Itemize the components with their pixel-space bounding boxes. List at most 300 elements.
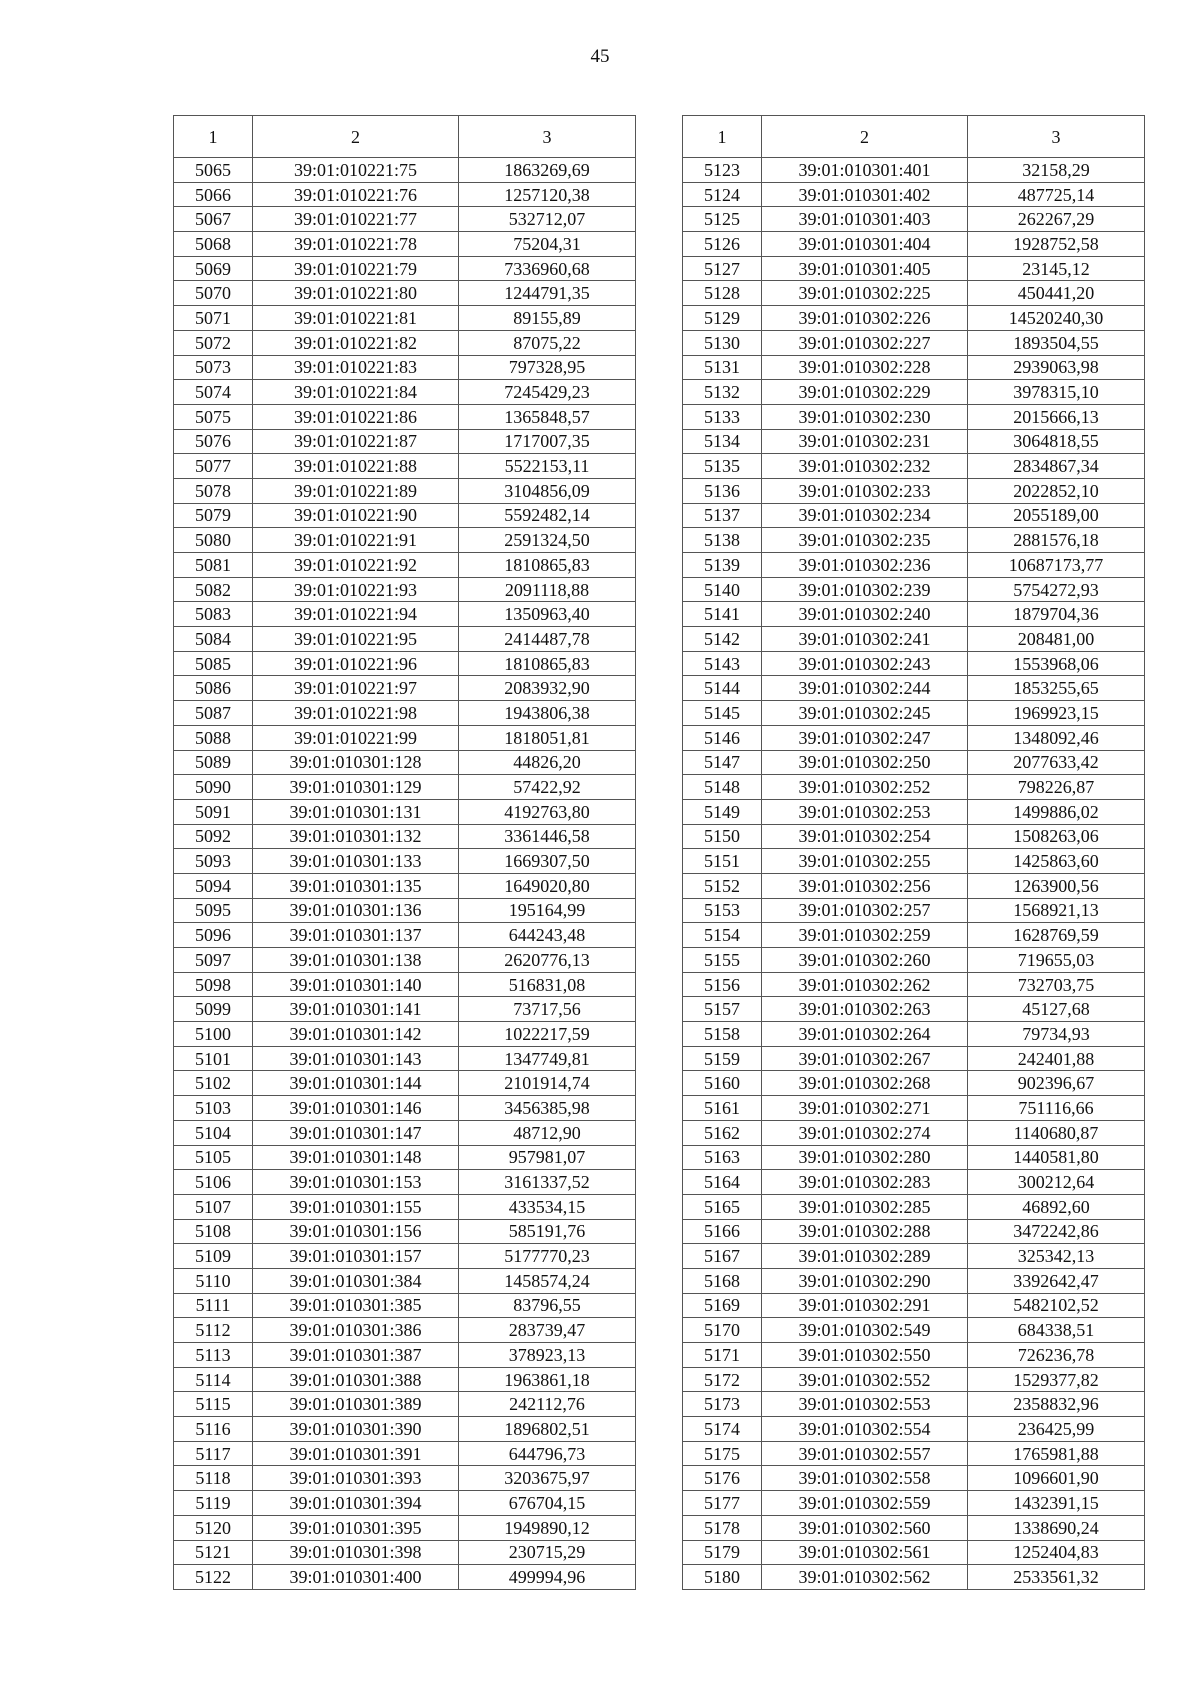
row-number-cell: 5161 — [683, 1096, 762, 1121]
table-row — [683, 355, 1145, 380]
row-number-cell: 5103 — [174, 1096, 253, 1121]
table-row — [683, 1071, 1145, 1096]
row-number-cell: 5122 — [174, 1565, 253, 1590]
row-number-cell: 5081 — [174, 553, 253, 578]
table-row — [683, 1540, 1145, 1565]
cadastral-number-cell: 39:01:010301:395 — [253, 1515, 459, 1540]
cadastral-number-cell: 39:01:010221:98 — [253, 701, 459, 726]
value-cell: 1928752,58 — [968, 232, 1145, 257]
table-row — [683, 701, 1145, 726]
cadastral-number-cell: 39:01:010302:234 — [762, 503, 968, 528]
table-row — [174, 1367, 636, 1392]
value-cell: 1458574,24 — [459, 1268, 636, 1293]
cadastral-number-cell: 39:01:010301:388 — [253, 1367, 459, 1392]
row-number-cell: 5137 — [683, 503, 762, 528]
row-number-cell: 5177 — [683, 1491, 762, 1516]
row-number-cell: 5129 — [683, 306, 762, 331]
cadastral-number-cell: 39:01:010302:240 — [762, 602, 968, 627]
cadastral-number-cell: 39:01:010302:274 — [762, 1120, 968, 1145]
table-row — [683, 1318, 1145, 1343]
row-number-cell: 5067 — [174, 207, 253, 232]
row-number-cell: 5150 — [683, 824, 762, 849]
cadastral-number-cell: 39:01:010302:264 — [762, 1022, 968, 1047]
cadastral-number-cell: 39:01:010301:394 — [253, 1491, 459, 1516]
cadastral-number-cell: 39:01:010301:405 — [762, 256, 968, 281]
cadastral-number-cell: 39:01:010301:147 — [253, 1120, 459, 1145]
row-number-cell: 5095 — [174, 898, 253, 923]
table-row — [683, 1022, 1145, 1047]
value-cell: 5522153,11 — [459, 454, 636, 479]
row-number-cell: 5127 — [683, 256, 762, 281]
table-row — [174, 1194, 636, 1219]
row-number-cell: 5132 — [683, 380, 762, 405]
cadastral-number-cell: 39:01:010301:157 — [253, 1244, 459, 1269]
cadastral-number-cell: 39:01:010221:86 — [253, 404, 459, 429]
value-cell: 1810865,83 — [459, 553, 636, 578]
cadastral-number-cell: 39:01:010302:562 — [762, 1565, 968, 1590]
value-cell: 1553968,06 — [968, 651, 1145, 676]
table-row — [683, 1466, 1145, 1491]
cadastral-number-cell: 39:01:010302:283 — [762, 1170, 968, 1195]
table-row — [683, 380, 1145, 405]
cadastral-number-cell: 39:01:010301:398 — [253, 1540, 459, 1565]
cadastral-number-cell: 39:01:010302:285 — [762, 1194, 968, 1219]
row-number-cell: 5072 — [174, 330, 253, 355]
cadastral-number-cell: 39:01:010301:404 — [762, 232, 968, 257]
table-row — [683, 330, 1145, 355]
row-number-cell: 5144 — [683, 676, 762, 701]
row-number-cell: 5159 — [683, 1046, 762, 1071]
row-number-cell: 5136 — [683, 478, 762, 503]
value-cell: 499994,96 — [459, 1565, 636, 1590]
row-number-cell: 5130 — [683, 330, 762, 355]
cadastral-number-cell: 39:01:010221:89 — [253, 478, 459, 503]
row-number-cell: 5093 — [174, 849, 253, 874]
row-number-cell: 5164 — [683, 1170, 762, 1195]
cadastral-number-cell: 39:01:010301:144 — [253, 1071, 459, 1096]
cadastral-number-cell: 39:01:010302:236 — [762, 553, 968, 578]
cadastral-number-cell: 39:01:010302:291 — [762, 1293, 968, 1318]
value-cell: 1717007,35 — [459, 429, 636, 454]
table-row — [683, 725, 1145, 750]
row-number-cell: 5110 — [174, 1268, 253, 1293]
row-number-cell: 5098 — [174, 972, 253, 997]
header-cell-1: 1 — [174, 116, 253, 158]
cadastral-number-cell: 39:01:010221:75 — [253, 158, 459, 183]
row-number-cell: 5160 — [683, 1071, 762, 1096]
value-cell: 3161337,52 — [459, 1170, 636, 1195]
row-number-cell: 5111 — [174, 1293, 253, 1318]
row-number-cell: 5117 — [174, 1441, 253, 1466]
value-cell: 433534,15 — [459, 1194, 636, 1219]
value-cell: 3392642,47 — [968, 1268, 1145, 1293]
table-row — [683, 627, 1145, 652]
cadastral-number-cell: 39:01:010301:142 — [253, 1022, 459, 1047]
table-row — [683, 1515, 1145, 1540]
cadastral-number-cell: 39:01:010302:559 — [762, 1491, 968, 1516]
row-number-cell: 5133 — [683, 404, 762, 429]
row-number-cell: 5166 — [683, 1219, 762, 1244]
row-number-cell: 5168 — [683, 1268, 762, 1293]
row-number-cell: 5154 — [683, 923, 762, 948]
value-cell: 2083932,90 — [459, 676, 636, 701]
table-row — [683, 306, 1145, 331]
table-row — [174, 1565, 636, 1590]
table-row — [683, 1120, 1145, 1145]
cadastral-number-cell: 39:01:010301:389 — [253, 1392, 459, 1417]
value-cell: 5754272,93 — [968, 577, 1145, 602]
table-row — [174, 1145, 636, 1170]
value-cell: 2077633,42 — [968, 750, 1145, 775]
table-row — [174, 750, 636, 775]
table-row — [174, 849, 636, 874]
value-cell: 1499886,02 — [968, 799, 1145, 824]
row-number-cell: 5148 — [683, 775, 762, 800]
cadastral-number-cell: 39:01:010302:553 — [762, 1392, 968, 1417]
row-number-cell: 5165 — [683, 1194, 762, 1219]
table-row — [174, 1219, 636, 1244]
row-number-cell: 5068 — [174, 232, 253, 257]
row-number-cell: 5077 — [174, 454, 253, 479]
cadastral-number-cell: 39:01:010301:401 — [762, 158, 968, 183]
row-number-cell: 5163 — [683, 1145, 762, 1170]
value-cell: 32158,29 — [968, 158, 1145, 183]
row-number-cell: 5178 — [683, 1515, 762, 1540]
cadastral-number-cell: 39:01:010302:235 — [762, 528, 968, 553]
value-cell: 242401,88 — [968, 1046, 1145, 1071]
table-row — [174, 1540, 636, 1565]
header-cell-2: 2 — [762, 116, 968, 158]
cadastral-number-cell: 39:01:010302:253 — [762, 799, 968, 824]
value-cell: 1949890,12 — [459, 1515, 636, 1540]
cadastral-number-cell: 39:01:010301:141 — [253, 997, 459, 1022]
table-row — [174, 182, 636, 207]
table-row — [174, 725, 636, 750]
value-cell: 378923,13 — [459, 1343, 636, 1368]
cadastral-number-cell: 39:01:010302:268 — [762, 1071, 968, 1096]
row-number-cell: 5106 — [174, 1170, 253, 1195]
table-row — [174, 948, 636, 973]
row-number-cell: 5092 — [174, 824, 253, 849]
cadastral-number-cell: 39:01:010301:128 — [253, 750, 459, 775]
table-row — [683, 1145, 1145, 1170]
row-number-cell: 5096 — [174, 923, 253, 948]
value-cell: 516831,08 — [459, 972, 636, 997]
row-number-cell: 5153 — [683, 898, 762, 923]
value-cell: 1529377,82 — [968, 1367, 1145, 1392]
row-number-cell: 5078 — [174, 478, 253, 503]
table-row — [174, 528, 636, 553]
row-number-cell: 5090 — [174, 775, 253, 800]
table-row — [683, 281, 1145, 306]
cadastral-number-cell: 39:01:010301:403 — [762, 207, 968, 232]
value-cell: 1140680,87 — [968, 1120, 1145, 1145]
table-header-row — [683, 116, 1145, 158]
table-row — [174, 158, 636, 183]
table-row — [174, 1343, 636, 1368]
table-row — [683, 429, 1145, 454]
value-cell: 1508263,06 — [968, 824, 1145, 849]
table-row — [683, 207, 1145, 232]
table-row — [683, 898, 1145, 923]
value-cell: 1365848,57 — [459, 404, 636, 429]
value-cell: 751116,66 — [968, 1096, 1145, 1121]
cadastral-number-cell: 39:01:010302:560 — [762, 1515, 968, 1540]
value-cell: 2620776,13 — [459, 948, 636, 973]
cadastral-number-cell: 39:01:010302:254 — [762, 824, 968, 849]
cadastral-number-cell: 39:01:010302:549 — [762, 1318, 968, 1343]
value-cell: 1893504,55 — [968, 330, 1145, 355]
value-cell: 44826,20 — [459, 750, 636, 775]
row-number-cell: 5167 — [683, 1244, 762, 1269]
row-number-cell: 5074 — [174, 380, 253, 405]
table-row — [683, 775, 1145, 800]
cadastral-number-cell: 39:01:010301:140 — [253, 972, 459, 997]
value-cell: 300212,64 — [968, 1170, 1145, 1195]
value-cell: 89155,89 — [459, 306, 636, 331]
row-number-cell: 5176 — [683, 1466, 762, 1491]
row-number-cell: 5104 — [174, 1120, 253, 1145]
row-number-cell: 5071 — [174, 306, 253, 331]
cadastral-number-cell: 39:01:010301:155 — [253, 1194, 459, 1219]
cadastral-number-cell: 39:01:010301:390 — [253, 1417, 459, 1442]
cadastral-number-cell: 39:01:010302:231 — [762, 429, 968, 454]
value-cell: 1338690,24 — [968, 1515, 1145, 1540]
table-row — [174, 232, 636, 257]
cadastral-number-cell: 39:01:010302:267 — [762, 1046, 968, 1071]
value-cell: 1440581,80 — [968, 1145, 1145, 1170]
table-row — [683, 676, 1145, 701]
value-cell: 45127,68 — [968, 997, 1145, 1022]
value-cell: 1628769,59 — [968, 923, 1145, 948]
table-row — [174, 1046, 636, 1071]
value-cell: 487725,14 — [968, 182, 1145, 207]
row-number-cell: 5066 — [174, 182, 253, 207]
value-cell: 5482102,52 — [968, 1293, 1145, 1318]
table-row — [683, 1046, 1145, 1071]
value-cell: 87075,22 — [459, 330, 636, 355]
value-cell: 10687173,77 — [968, 553, 1145, 578]
cadastral-number-cell: 39:01:010301:136 — [253, 898, 459, 923]
value-cell: 676704,15 — [459, 1491, 636, 1516]
value-cell: 3064818,55 — [968, 429, 1145, 454]
cadastral-number-cell: 39:01:010301:131 — [253, 799, 459, 824]
row-number-cell: 5084 — [174, 627, 253, 652]
table-row — [683, 1268, 1145, 1293]
table-row — [683, 849, 1145, 874]
value-cell: 242112,76 — [459, 1392, 636, 1417]
row-number-cell: 5108 — [174, 1219, 253, 1244]
table-row — [174, 454, 636, 479]
table-row — [683, 1219, 1145, 1244]
value-cell: 1096601,90 — [968, 1466, 1145, 1491]
cadastral-number-cell: 39:01:010302:226 — [762, 306, 968, 331]
value-cell: 262267,29 — [968, 207, 1145, 232]
value-cell: 798226,87 — [968, 775, 1145, 800]
table-row — [683, 1392, 1145, 1417]
table-row — [683, 232, 1145, 257]
value-cell: 2591324,50 — [459, 528, 636, 553]
cadastral-number-cell: 39:01:010221:90 — [253, 503, 459, 528]
row-number-cell: 5085 — [174, 651, 253, 676]
value-cell: 3203675,97 — [459, 1466, 636, 1491]
cadastral-number-cell: 39:01:010301:129 — [253, 775, 459, 800]
cadastral-number-cell: 39:01:010221:97 — [253, 676, 459, 701]
value-cell: 14520240,30 — [968, 306, 1145, 331]
cadastral-number-cell: 39:01:010302:230 — [762, 404, 968, 429]
table-row — [174, 404, 636, 429]
table-row — [683, 1244, 1145, 1269]
value-cell: 1853255,65 — [968, 676, 1145, 701]
cadastral-number-cell: 39:01:010302:252 — [762, 775, 968, 800]
cadastral-number-cell: 39:01:010221:79 — [253, 256, 459, 281]
row-number-cell: 5180 — [683, 1565, 762, 1590]
cadastral-number-cell: 39:01:010302:554 — [762, 1417, 968, 1442]
table-row — [683, 404, 1145, 429]
cadastral-number-cell: 39:01:010301:387 — [253, 1343, 459, 1368]
value-cell: 1810865,83 — [459, 651, 636, 676]
value-cell: 1244791,35 — [459, 281, 636, 306]
cadastral-number-cell: 39:01:010302:561 — [762, 1540, 968, 1565]
row-number-cell: 5097 — [174, 948, 253, 973]
row-number-cell: 5179 — [683, 1540, 762, 1565]
cadastral-number-cell: 39:01:010301:137 — [253, 923, 459, 948]
row-number-cell: 5102 — [174, 1071, 253, 1096]
row-number-cell: 5116 — [174, 1417, 253, 1442]
cadastral-number-cell: 39:01:010302:233 — [762, 478, 968, 503]
value-cell: 1649020,80 — [459, 873, 636, 898]
cadastral-number-cell: 39:01:010302:239 — [762, 577, 968, 602]
row-number-cell: 5147 — [683, 750, 762, 775]
table-row — [174, 799, 636, 824]
row-number-cell: 5100 — [174, 1022, 253, 1047]
value-cell: 3361446,58 — [459, 824, 636, 849]
row-number-cell: 5134 — [683, 429, 762, 454]
table-row — [174, 207, 636, 232]
value-cell: 46892,60 — [968, 1194, 1145, 1219]
table-row — [683, 750, 1145, 775]
cadastral-number-cell: 39:01:010221:77 — [253, 207, 459, 232]
row-number-cell: 5146 — [683, 725, 762, 750]
cadastral-number-cell: 39:01:010221:92 — [253, 553, 459, 578]
table-row — [174, 577, 636, 602]
value-cell: 2834867,34 — [968, 454, 1145, 479]
value-cell: 3978315,10 — [968, 380, 1145, 405]
cadastral-number-cell: 39:01:010301:153 — [253, 1170, 459, 1195]
table-row — [683, 1096, 1145, 1121]
table-row — [683, 158, 1145, 183]
cadastral-number-cell: 39:01:010221:87 — [253, 429, 459, 454]
value-cell: 5177770,23 — [459, 1244, 636, 1269]
table-row — [683, 1441, 1145, 1466]
table-row — [174, 1441, 636, 1466]
row-number-cell: 5170 — [683, 1318, 762, 1343]
table-row — [174, 651, 636, 676]
row-number-cell: 5162 — [683, 1120, 762, 1145]
cadastral-number-cell: 39:01:010302:552 — [762, 1367, 968, 1392]
cadastral-number-cell: 39:01:010302:557 — [762, 1441, 968, 1466]
table-row — [174, 701, 636, 726]
table-row — [174, 898, 636, 923]
value-cell: 1765981,88 — [968, 1441, 1145, 1466]
cadastral-number-cell: 39:01:010302:259 — [762, 923, 968, 948]
cadastral-number-cell: 39:01:010221:88 — [253, 454, 459, 479]
value-cell: 1432391,15 — [968, 1491, 1145, 1516]
cadastral-number-cell: 39:01:010302:288 — [762, 1219, 968, 1244]
value-cell: 195164,99 — [459, 898, 636, 923]
row-number-cell: 5091 — [174, 799, 253, 824]
table-row — [174, 256, 636, 281]
row-number-cell: 5173 — [683, 1392, 762, 1417]
value-cell: 2055189,00 — [968, 503, 1145, 528]
cadastral-number-cell: 39:01:010221:84 — [253, 380, 459, 405]
table-row — [683, 528, 1145, 553]
cadastral-number-cell: 39:01:010301:132 — [253, 824, 459, 849]
table-row — [683, 651, 1145, 676]
row-number-cell: 5115 — [174, 1392, 253, 1417]
value-cell: 2881576,18 — [968, 528, 1145, 553]
row-number-cell: 5118 — [174, 1466, 253, 1491]
table-row — [174, 923, 636, 948]
row-number-cell: 5113 — [174, 1343, 253, 1368]
row-number-cell: 5082 — [174, 577, 253, 602]
row-number-cell: 5145 — [683, 701, 762, 726]
table-row — [683, 553, 1145, 578]
header-cell-3: 3 — [968, 116, 1145, 158]
value-cell: 230715,29 — [459, 1540, 636, 1565]
value-cell: 5592482,14 — [459, 503, 636, 528]
row-number-cell: 5124 — [683, 182, 762, 207]
table-row — [683, 1194, 1145, 1219]
table-row — [683, 799, 1145, 824]
table-row — [683, 923, 1145, 948]
cadastral-number-cell: 39:01:010301:400 — [253, 1565, 459, 1590]
value-cell: 1896802,51 — [459, 1417, 636, 1442]
cadastral-number-cell: 39:01:010301:156 — [253, 1219, 459, 1244]
table-row — [174, 355, 636, 380]
table-row — [683, 1491, 1145, 1516]
header-cell-3: 3 — [459, 116, 636, 158]
value-cell: 2533561,32 — [968, 1565, 1145, 1590]
value-cell: 684338,51 — [968, 1318, 1145, 1343]
value-cell: 1252404,83 — [968, 1540, 1145, 1565]
table-row — [683, 256, 1145, 281]
value-cell: 79734,93 — [968, 1022, 1145, 1047]
table-row — [174, 281, 636, 306]
cadastral-number-cell: 39:01:010301:393 — [253, 1466, 459, 1491]
page-number: 45 — [590, 46, 610, 67]
table-row — [174, 676, 636, 701]
value-cell: 3472242,86 — [968, 1219, 1145, 1244]
cadastral-number-cell: 39:01:010301:143 — [253, 1046, 459, 1071]
value-cell: 1863269,69 — [459, 158, 636, 183]
row-number-cell: 5114 — [174, 1367, 253, 1392]
value-cell: 2358832,96 — [968, 1392, 1145, 1417]
value-cell: 726236,78 — [968, 1343, 1145, 1368]
table-row — [174, 775, 636, 800]
row-number-cell: 5141 — [683, 602, 762, 627]
row-number-cell: 5112 — [174, 1318, 253, 1343]
table-row — [174, 873, 636, 898]
row-number-cell: 5151 — [683, 849, 762, 874]
row-number-cell: 5172 — [683, 1367, 762, 1392]
cadastral-number-cell: 39:01:010302:225 — [762, 281, 968, 306]
row-number-cell: 5125 — [683, 207, 762, 232]
row-number-cell: 5157 — [683, 997, 762, 1022]
table-row — [174, 1491, 636, 1516]
value-cell: 2091118,88 — [459, 577, 636, 602]
row-number-cell: 5083 — [174, 602, 253, 627]
